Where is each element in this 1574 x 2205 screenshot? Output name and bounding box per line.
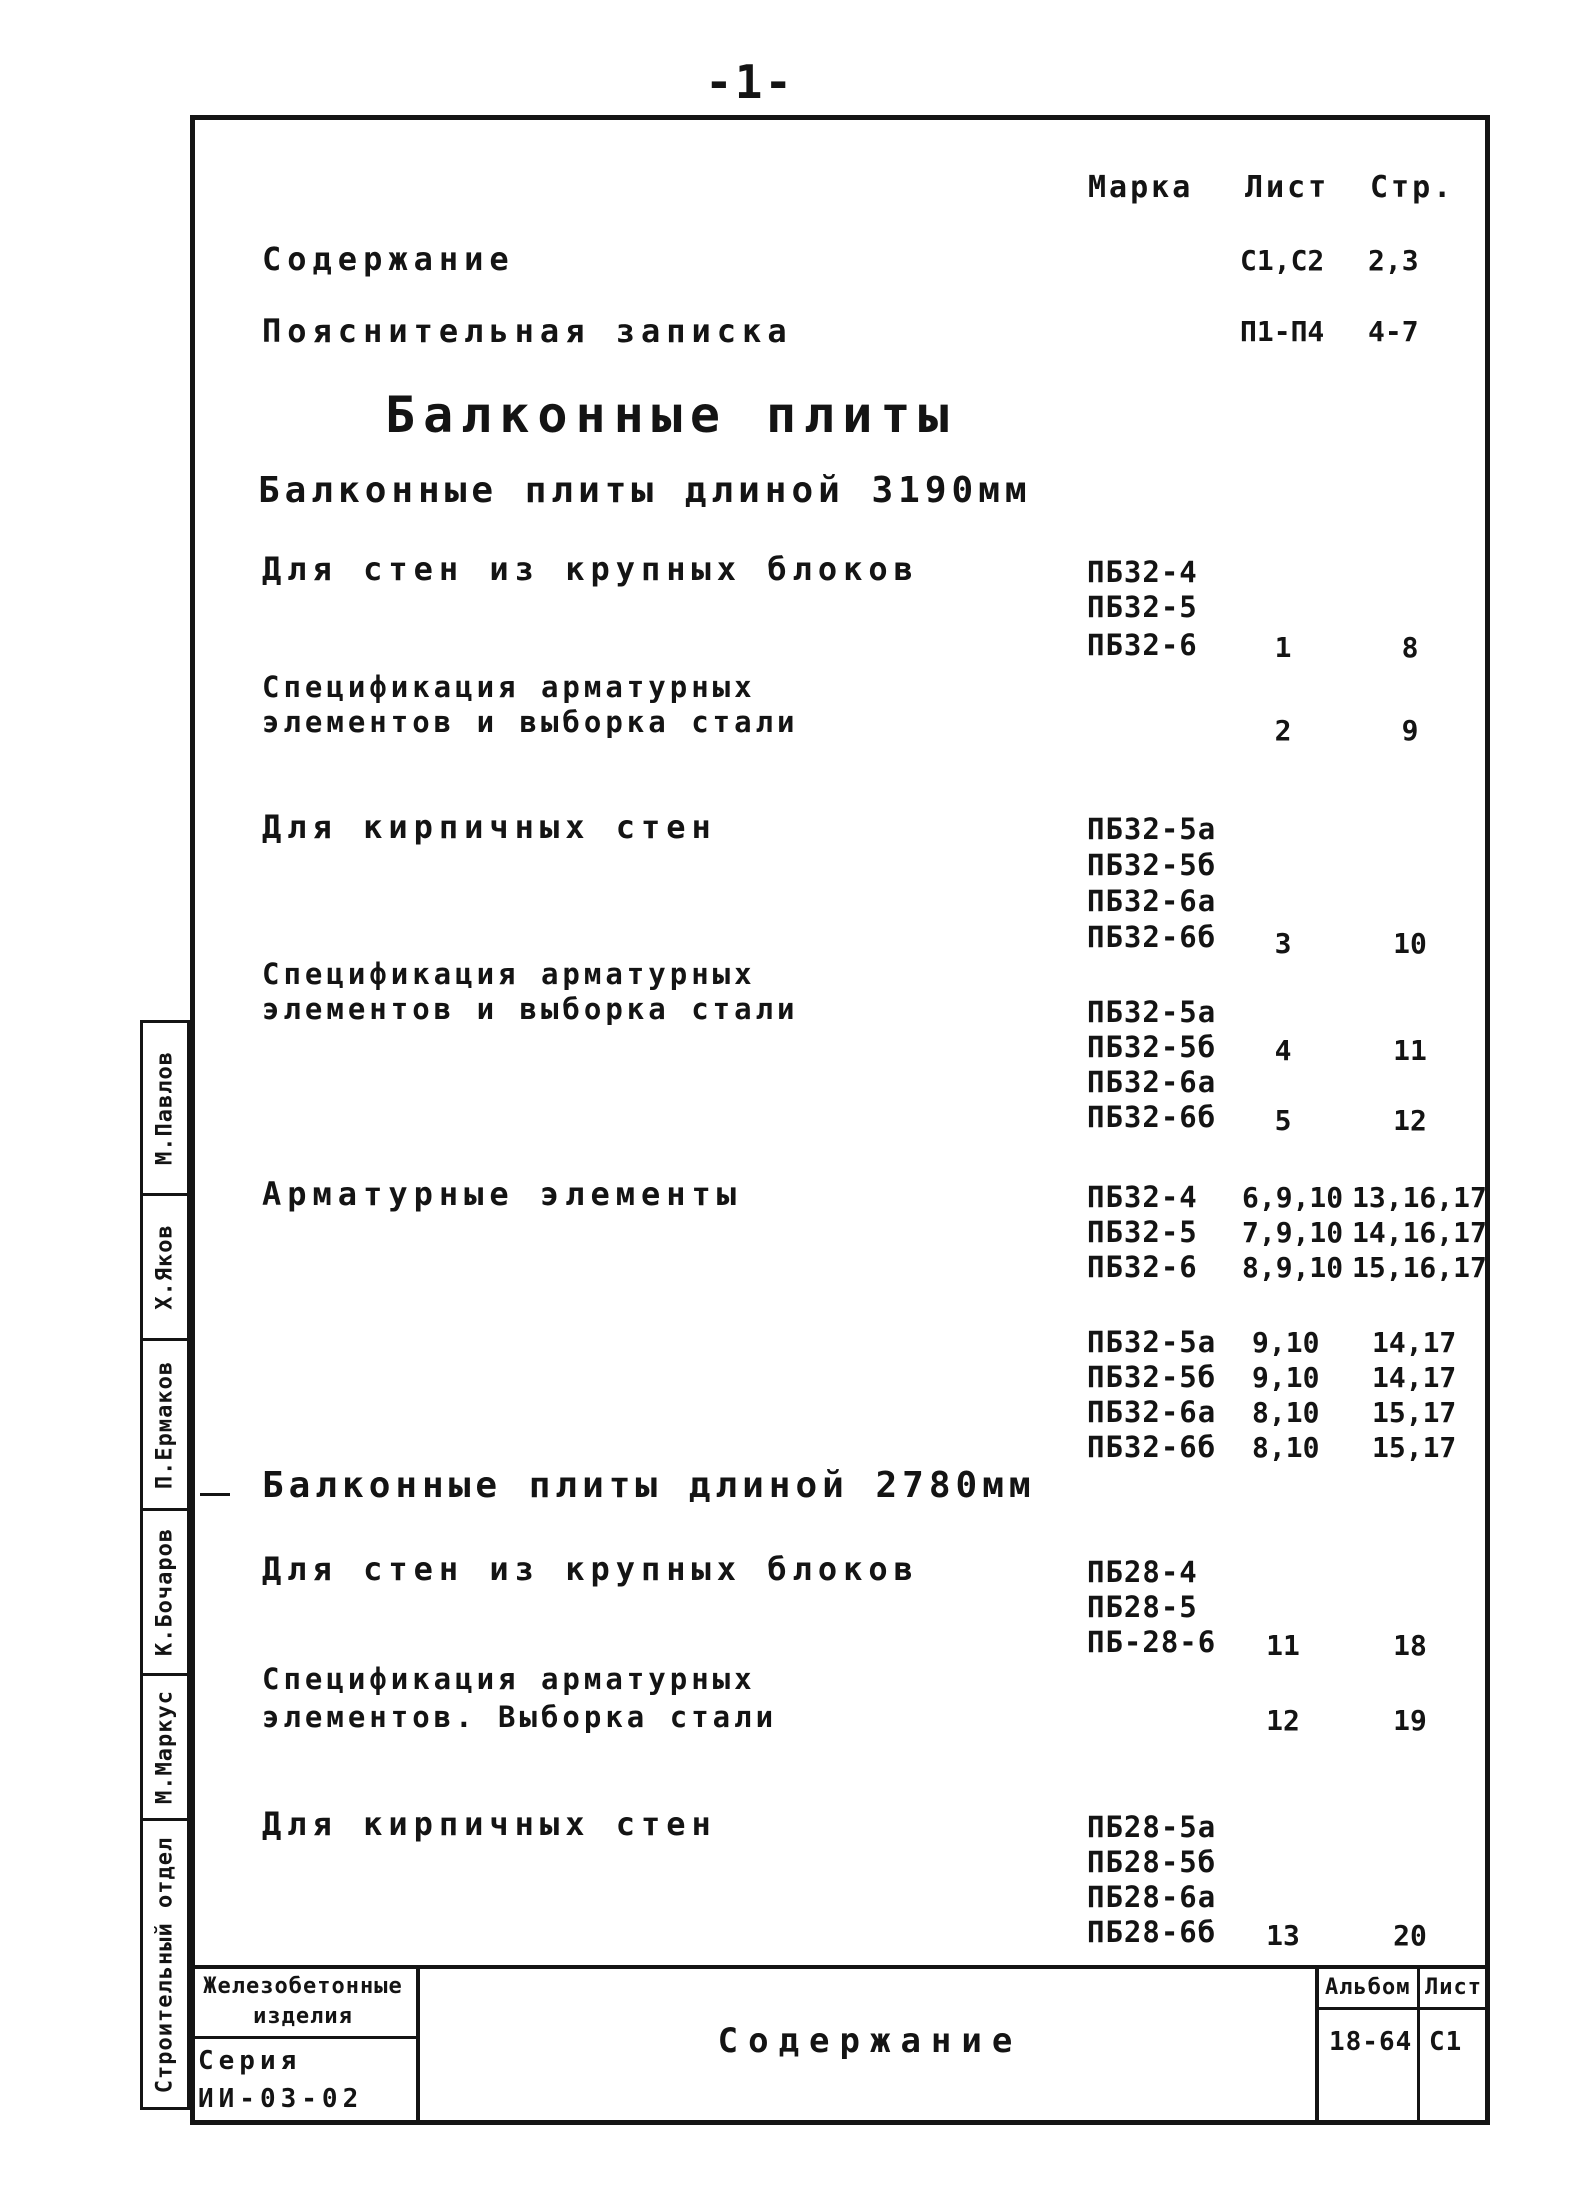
s1-g1-mark-1: ПБ32-4 — [1087, 555, 1198, 589]
s1-g1-page: 8 — [1401, 631, 1419, 664]
s1-g1-mark-2: ПБ32-5 — [1087, 590, 1198, 624]
strip-name-1: М.Маркус — [152, 1690, 178, 1804]
s2-g3-mark-2: ПБ28-5б — [1087, 1845, 1217, 1879]
signature-strip — [140, 1020, 190, 2110]
strip-cell-name-1 — [143, 1673, 187, 1818]
s1-g5-row-3-sheet: 8,9,10 — [1242, 1251, 1344, 1284]
strip-cell-org — [143, 1818, 187, 2108]
s1-g5-row-5-sheet: 9,10 — [1252, 1361, 1320, 1394]
s1-g5-row-4-page: 14,17 — [1372, 1326, 1457, 1359]
s1-g5-row-2-page: 14,16,17 — [1352, 1216, 1487, 1249]
section2-title: Балконные плиты длиной 2780мм — [262, 1465, 1036, 1506]
s1-g4-mark-2: ПБ32-5б — [1087, 1030, 1217, 1064]
s2-g3-sheet: 13 — [1266, 1919, 1300, 1952]
s2-g2-title-line1: Спецификация арматурных — [262, 1662, 756, 1696]
s2-g3-mark-1: ПБ28-5а — [1087, 1810, 1217, 1844]
s1-g3-mark-1: ПБ32-5а — [1087, 812, 1217, 846]
s1-g5-row-1-page: 13,16,17 — [1352, 1181, 1487, 1214]
s1-g3-mark-2: ПБ32-5б — [1087, 848, 1217, 882]
strip-cell-name-3 — [143, 1338, 187, 1508]
s1-g2-title-line2: элементов и выборка стали — [262, 705, 799, 739]
s1-g4-mark-1: ПБ32-5а — [1087, 995, 1217, 1029]
s2-g1-title: Для стен из крупных блоков — [262, 1550, 919, 1588]
s2-g3-mark-4: ПБ28-6б — [1087, 1915, 1217, 1949]
s2-g1-mark-2: ПБ28-5 — [1087, 1590, 1198, 1624]
s1-g4-mark-3: ПБ32-6а — [1087, 1065, 1217, 1099]
s2-g2-title-line2: элементов. Выборка стали — [262, 1700, 778, 1734]
s1-g2-page: 9 — [1401, 714, 1419, 747]
title-block-right — [1315, 1965, 1490, 2125]
s1-g3-sheet: 3 — [1274, 927, 1292, 960]
page-number: -1- — [705, 55, 795, 109]
strip-name-5: М.Павлов — [152, 1051, 178, 1165]
s1-g4-sheet-1: 4 — [1274, 1034, 1292, 1067]
title-block-vsep — [1417, 1969, 1420, 2125]
s1-g5-row-6-sheet: 8,10 — [1252, 1396, 1320, 1429]
s1-g3-mark-4: ПБ32-6б — [1087, 920, 1217, 954]
s1-g3-title: Для кирпичных стен — [262, 808, 717, 846]
s1-g5-row-6-mark: ПБ32-6а — [1087, 1395, 1217, 1429]
strip-name-4: Х.Яков — [152, 1224, 178, 1310]
strip-cell-name-5 — [143, 1023, 187, 1193]
title-block-center — [420, 1965, 1320, 2125]
s2-g3-mark-3: ПБ28-6а — [1087, 1880, 1217, 1914]
s2-g1-page: 18 — [1393, 1629, 1427, 1662]
s1-g1-mark-3: ПБ32-6 — [1087, 628, 1198, 662]
strip-name-3: П.Ермаков — [152, 1360, 178, 1489]
s1-g1-sheet: 1 — [1274, 631, 1292, 664]
s2-g1-sheet: 11 — [1266, 1629, 1300, 1662]
toc-contents-page: 2,3 — [1368, 244, 1419, 277]
s1-g5-row-6-page: 15,17 — [1372, 1396, 1457, 1429]
s1-g5-row-7-page: 15,17 — [1372, 1431, 1457, 1464]
strip-name-2: К.Бочаров — [152, 1527, 178, 1657]
main-title: Балконные плиты — [385, 386, 957, 444]
s1-g5-row-1-mark: ПБ32-4 — [1087, 1180, 1198, 1214]
s1-g5-row-3-page: 15,16,17 — [1352, 1251, 1487, 1284]
title-block-sheet-label: Лист — [1425, 1975, 1482, 2000]
title-block-hsep — [1319, 2007, 1490, 2010]
s1-g5-title: Арматурные элементы — [262, 1175, 743, 1213]
title-block-series: ИИ-03-02 — [198, 2084, 364, 2114]
s2-g1-mark-3: ПБ-28-6 — [1087, 1625, 1217, 1659]
title-block-series-cell — [190, 2042, 416, 2122]
title-block-series-label: Серия — [198, 2046, 302, 2076]
s2-g3-title: Для кирпичных стен — [262, 1805, 717, 1843]
s1-g4-page-2: 12 — [1393, 1104, 1427, 1137]
toc-note-page: 4-7 — [1368, 315, 1419, 348]
toc-note-sheet: П1-П4 — [1240, 315, 1325, 348]
header-sheet: Лист — [1245, 170, 1330, 205]
s2-g2-page: 19 — [1393, 1704, 1427, 1737]
strip-cell-name-4 — [143, 1193, 187, 1338]
s1-g4-mark-4: ПБ32-6б — [1087, 1100, 1217, 1134]
s1-g5-row-4-sheet: 9,10 — [1252, 1326, 1320, 1359]
dash-mark — [200, 1493, 230, 1496]
toc-contents-sheet: С1,С2 — [1240, 244, 1325, 277]
s1-g5-row-7-mark: ПБ32-6б — [1087, 1430, 1217, 1464]
s1-g4-sheet-2: 5 — [1274, 1104, 1292, 1137]
toc-contents-title: Содержание — [262, 240, 515, 278]
s1-g5-row-4-mark: ПБ32-5а — [1087, 1325, 1217, 1359]
s1-g3-page: 10 — [1393, 927, 1427, 960]
s1-g5-row-1-sheet: 6,9,10 — [1242, 1181, 1344, 1214]
s1-g4-title-line1: Спецификация арматурных — [262, 957, 756, 991]
s1-g3-mark-3: ПБ32-6а — [1087, 884, 1217, 918]
s1-g2-sheet: 2 — [1274, 714, 1292, 747]
toc-note-title: Пояснительная записка — [262, 312, 793, 350]
s1-g4-page-1: 11 — [1393, 1034, 1427, 1067]
s2-g1-mark-1: ПБ28-4 — [1087, 1555, 1198, 1589]
title-block-album-label: Альбом — [1325, 1975, 1411, 2000]
title-block-organization: Железобетонные изделия — [190, 1969, 416, 2039]
title-block-album: 18-64 — [1329, 2027, 1413, 2057]
strip-org: Строительный отдел — [152, 1836, 178, 2093]
title-block-sheet: С1 — [1429, 2027, 1463, 2057]
title-block-title: Содержание — [717, 2021, 1023, 2061]
s1-g5-row-2-sheet: 7,9,10 — [1242, 1216, 1344, 1249]
section1-title: Балконные плиты длиной 3190мм — [258, 470, 1032, 511]
s1-g5-row-7-sheet: 8,10 — [1252, 1431, 1320, 1464]
s1-g5-row-2-mark: ПБ32-5 — [1087, 1215, 1198, 1249]
header-mark: Марка — [1088, 170, 1194, 205]
s1-g4-title-line2: элементов и выборка стали — [262, 992, 799, 1026]
s1-g5-row-5-mark: ПБ32-5б — [1087, 1360, 1217, 1394]
s2-g2-sheet: 12 — [1266, 1704, 1300, 1737]
s2-g3-page: 20 — [1393, 1919, 1427, 1952]
strip-cell-name-2 — [143, 1508, 187, 1673]
s1-g1-title: Для стен из крупных блоков — [262, 550, 919, 588]
s1-g5-row-5-page: 14,17 — [1372, 1361, 1457, 1394]
header-page: Стр. — [1370, 170, 1455, 205]
s1-g2-title-line1: Спецификация арматурных — [262, 670, 756, 704]
title-block-left — [190, 1965, 420, 2125]
s1-g5-row-3-mark: ПБ32-6 — [1087, 1250, 1198, 1284]
